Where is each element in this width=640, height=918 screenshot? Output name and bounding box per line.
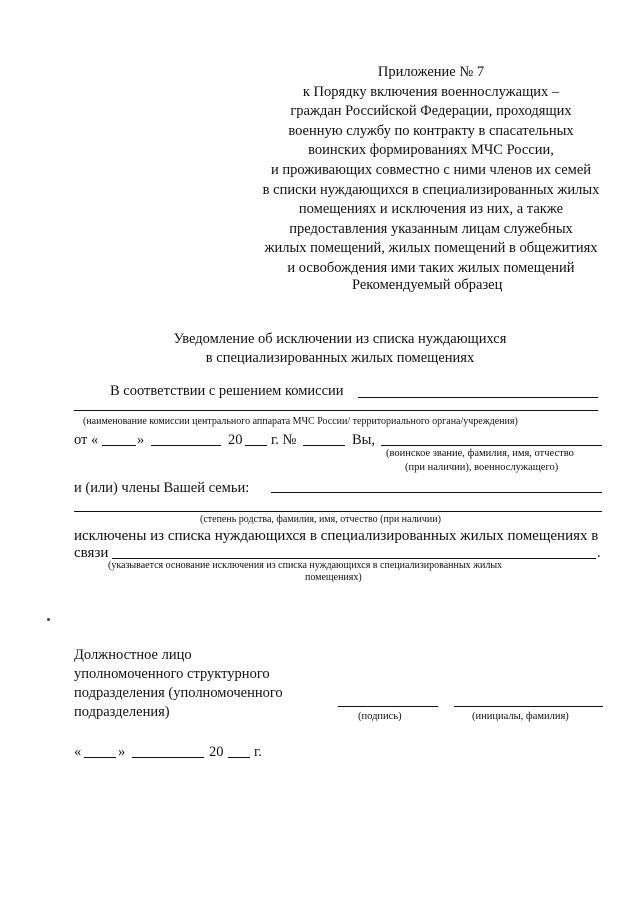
bottom-date-month-field[interactable] — [132, 757, 204, 758]
official-line-3: подразделения (уполномоченного — [74, 685, 283, 701]
excluded-text: исключены из списка нуждающихся в специализированных жилых помещениях в — [74, 528, 599, 544]
signature-hint: (подпись) — [358, 711, 402, 722]
family-members-field-continued[interactable] — [74, 511, 602, 512]
serviceman-field[interactable] — [381, 445, 602, 446]
scan-speck — [47, 618, 50, 621]
header-line: помещениях и исключения из них, а также — [298, 201, 564, 218]
header-line: к Порядку включения военнослужащих – — [302, 83, 560, 100]
decision-text: В соответствии с решением комиссии — [110, 383, 344, 399]
header-line: военную службу по контракту в спасательных — [288, 122, 574, 139]
document-title — [100, 330, 580, 368]
header-line: предоставления указанным лицам служебных — [289, 220, 573, 237]
header-line: Приложение № 7 — [377, 64, 485, 80]
bottom-date-year-field[interactable] — [228, 757, 250, 758]
header-line: и освобождения ими таких жилых помещений — [287, 259, 575, 276]
official-line-2: уполномоченного структурного — [74, 666, 270, 682]
you-label: Вы, — [352, 432, 376, 448]
reason-hint-2: помещениях) — [305, 572, 362, 583]
year-prefix: 20 — [228, 432, 243, 448]
decision-number-field[interactable] — [303, 445, 345, 446]
commission-hint: (наименование комиссии центрального аппарата МЧС России/ территориального органа/учреждения) — [83, 416, 518, 427]
header-line: в списки нуждающихся в специализированных жилых — [262, 181, 600, 198]
date-month-field[interactable] — [151, 445, 221, 446]
family-members-field[interactable] — [271, 492, 602, 493]
serviceman-hint-1: (воинское звание, фамилия, имя, отчество — [386, 448, 574, 459]
date-year-field[interactable] — [245, 445, 267, 446]
bottom-date-day-field[interactable] — [84, 757, 116, 758]
header-line: воинских формированиях МЧС России, — [308, 142, 554, 159]
title-line-1: Уведомление об исключении из списка нуждающихся — [173, 331, 507, 347]
signature-field[interactable] — [338, 706, 438, 707]
header-line: жилых помещений, жилых помещений в общежитиях — [264, 240, 598, 257]
date-from-label: от « — [74, 432, 99, 448]
header-line: граждан Российской Федерации, проходящих — [290, 103, 572, 120]
appendix-header — [248, 63, 614, 279]
official-line-4: подразделения) — [74, 704, 170, 720]
sentence-period: . — [597, 545, 601, 561]
bottom-date-open: « — [74, 744, 82, 760]
title-line-2: в специализированных жилых помещениях — [205, 350, 475, 366]
in-connection-label: связи — [74, 545, 109, 561]
initials-field[interactable] — [454, 706, 603, 707]
initials-hint: (инициалы, фамилия) — [472, 711, 569, 722]
family-label: и (или) члены Вашей семьи: — [74, 480, 250, 496]
year-number-label: г. № — [271, 432, 297, 448]
reason-hint-1: (указывается основание исключения из списка нуждающихся в специализированных жилых — [108, 560, 503, 571]
bottom-date-close: » — [118, 744, 126, 760]
commission-name-field-continued[interactable] — [74, 410, 598, 411]
exclusion-reason-field[interactable] — [112, 558, 596, 559]
header-line: и проживающих совместно с ними членов их семей — [270, 161, 592, 178]
sample-label: Рекомендуемый образец — [352, 277, 503, 293]
date-quote-close: » — [137, 432, 145, 448]
family-hint: (степень родства, фамилия, имя, отчество (при наличии) — [200, 514, 441, 525]
date-day-field[interactable] — [102, 445, 136, 446]
official-line-1: Должностное лицо — [74, 647, 192, 663]
commission-name-field[interactable] — [358, 397, 598, 398]
serviceman-hint-2: (при наличии), военнослужащего) — [405, 462, 559, 473]
bottom-year-prefix: 20 — [209, 744, 224, 760]
bottom-year-suffix: г. — [254, 744, 262, 760]
